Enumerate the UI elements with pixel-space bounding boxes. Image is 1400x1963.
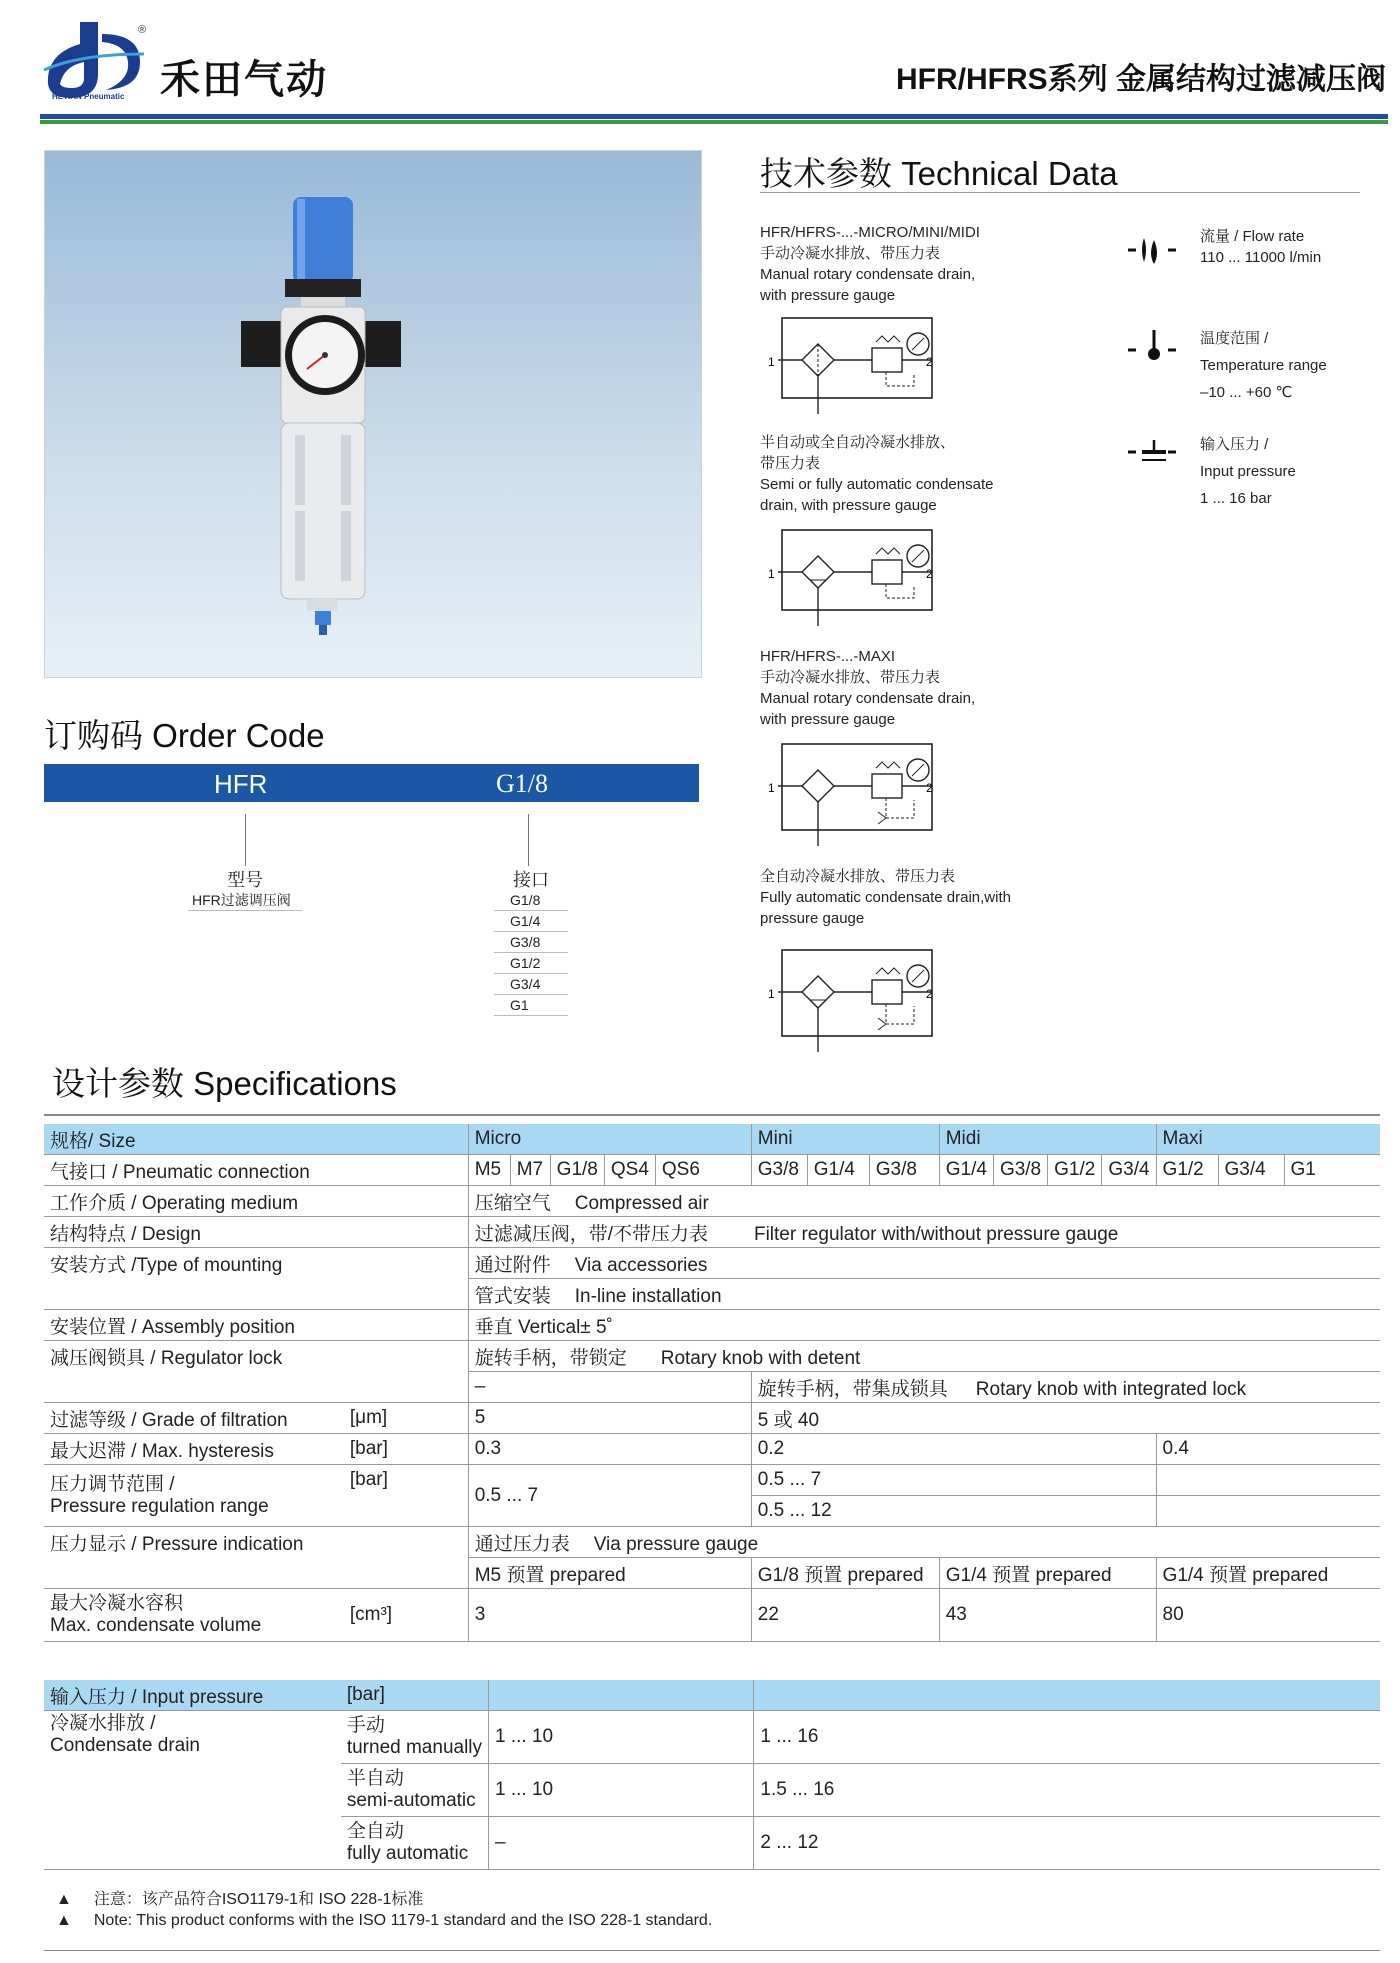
temperature-label: 温度范围 / xyxy=(1200,330,1269,347)
indication-row-2 xyxy=(44,1558,1380,1589)
prepared-maxi: G1/4 预置 prepared xyxy=(1156,1558,1380,1589)
param-flow-rate xyxy=(1200,226,1321,268)
mounting-2-en: In-line installation xyxy=(574,1285,722,1307)
size-midi: Midi xyxy=(939,1124,1156,1155)
condensate-label-en: Max. condensate volume xyxy=(50,1615,262,1636)
connection-cell: G1/8 xyxy=(550,1155,604,1186)
footer-rule xyxy=(44,1950,1380,1951)
mounting-2-cn: 管式安装 xyxy=(474,1285,551,1307)
registered-mark: ® xyxy=(138,24,147,36)
hysteresis-row xyxy=(44,1434,1380,1465)
input-pressure-label: 输入压力 / Input pressure xyxy=(44,1680,341,1711)
drain-manual-row xyxy=(44,1711,1380,1764)
medium-cn: 压缩空气 xyxy=(474,1192,551,1214)
lock-row-2 xyxy=(44,1372,1380,1403)
tech-block-4-line-2: Fully automatic condensate drain,with xyxy=(760,889,1011,906)
connection-cell: QS4 xyxy=(604,1155,655,1186)
design-en: Filter regulator with/without pressure gauge xyxy=(753,1223,1119,1245)
size-maxi: Maxi xyxy=(1156,1124,1380,1155)
connection-cell: G3/8 xyxy=(751,1155,807,1186)
port-1-label: 1 xyxy=(768,355,775,369)
condensate-row xyxy=(44,1589,1380,1642)
lock-2-en: Rotary knob with integrated lock xyxy=(975,1378,1247,1400)
filtration-unit: [μm] xyxy=(349,1407,388,1428)
connection-row xyxy=(44,1155,1380,1186)
port-item: G1/8 xyxy=(494,890,568,911)
model-list xyxy=(188,890,302,911)
port-1-label: 1 xyxy=(768,781,775,795)
condensate-maxi: 80 xyxy=(1156,1589,1380,1642)
lock-2-cn: 旋转手柄，带集成锁具 xyxy=(757,1378,948,1400)
technical-data-title: 技术参数 Technical Data xyxy=(760,155,1118,192)
filtration-row xyxy=(44,1403,1380,1434)
manual-rest: 1 ... 16 xyxy=(754,1711,1380,1764)
input-pressure-icon xyxy=(1126,438,1182,464)
lock-label: 减压阀锁具 / Regulator lock xyxy=(50,1347,283,1369)
tech-block-3-line-4: with pressure gauge xyxy=(760,711,896,728)
brand-name-cn: 禾田气动 xyxy=(160,58,328,102)
model-label: 型号 xyxy=(227,870,263,890)
port-item: G1/2 xyxy=(494,953,568,974)
note-cn xyxy=(56,1886,423,1909)
regulation-micro: 0.5 ... 7 xyxy=(468,1465,751,1527)
port-item: G3/8 xyxy=(494,932,568,953)
connection-cell: M7 xyxy=(510,1155,550,1186)
filter-regulator-image xyxy=(45,151,701,677)
size-row xyxy=(44,1124,1380,1155)
model-connector-line xyxy=(245,814,246,866)
semi-cn: 半自动 xyxy=(346,1768,404,1789)
indication-cn: 通过压力表 xyxy=(474,1533,570,1555)
full-cn: 全自动 xyxy=(346,1821,404,1842)
port-2-label: 2 xyxy=(926,781,933,795)
connection-cell: G1/2 xyxy=(1156,1155,1218,1186)
regulation-label-en: Pressure regulation range xyxy=(50,1495,269,1517)
condensate-mini: 22 xyxy=(751,1589,939,1642)
full-rest: 2 ... 12 xyxy=(754,1817,1380,1870)
input-pressure-table xyxy=(44,1680,1380,1870)
tech-block-2-line-2: 带压力表 xyxy=(760,455,821,472)
tech-block-3-text xyxy=(760,646,975,730)
port-label: 接口 xyxy=(513,870,549,890)
tech-block-3-line-1: HFR/HFRS-...-MAXI xyxy=(760,648,895,665)
input-pressure-label: 输入压力 / xyxy=(1200,436,1269,453)
header-rule-green xyxy=(40,120,1388,124)
tech-block-1-line-3: Manual rotary condensate drain, xyxy=(760,266,976,283)
spec-top-rule xyxy=(44,1114,1380,1116)
tech-block-4-text xyxy=(760,866,1011,929)
condensate-micro: 3 xyxy=(468,1589,751,1642)
indication-label: 压力显示 / Pressure indication xyxy=(50,1533,304,1555)
empty-cell xyxy=(44,1558,468,1589)
lock-1-cn: 旋转手柄，带锁定 xyxy=(474,1347,627,1369)
design-value xyxy=(468,1217,1380,1248)
note-en xyxy=(56,1912,712,1930)
connection-label: 气接口 / Pneumatic connection xyxy=(50,1161,310,1183)
drain-full-label xyxy=(341,1817,489,1870)
hysteresis-unit: [bar] xyxy=(349,1438,388,1459)
tech-block-1-line-1: HFR/HFRS-...-MICRO/MINI/MIDI xyxy=(760,224,980,241)
port-item: G1 xyxy=(494,995,568,1016)
tech-block-3-line-2: 手动冷凝水排放、带压力表 xyxy=(760,669,941,686)
port-list xyxy=(494,890,568,1016)
assembly-label: 安装位置 / Assembly position xyxy=(50,1316,295,1338)
design-cn: 过滤减压阀，带/不带压力表 xyxy=(474,1223,708,1245)
manual-en: turned manually xyxy=(346,1737,483,1758)
mounting-label: 安装方式 /Type of mounting xyxy=(50,1254,283,1276)
circuit-symbol-3 xyxy=(768,740,938,852)
semi-micro: 1 ... 10 xyxy=(489,1764,754,1817)
port-item: G1/4 xyxy=(494,911,568,932)
hetian-logo xyxy=(40,14,150,104)
port-item: G3/4 xyxy=(494,974,568,995)
note-cn-text: 注意：该产品符合ISO1179-1和 ISO 228-1标准 xyxy=(93,1891,424,1908)
tech-block-4-line-1: 全自动冷凝水排放、带压力表 xyxy=(760,868,956,885)
size-label: 规格/ Size xyxy=(44,1124,468,1155)
product-photo xyxy=(44,150,702,678)
empty-cell xyxy=(44,1279,468,1310)
full-en: fully automatic xyxy=(346,1843,469,1864)
lock-row-1 xyxy=(44,1341,1380,1372)
param-input-pressure xyxy=(1200,434,1296,509)
manual-micro: 1 ... 10 xyxy=(489,1711,754,1764)
port-1-label: 1 xyxy=(768,987,775,1001)
medium-value xyxy=(468,1186,1380,1217)
regulation-unit: [bar] xyxy=(344,1465,468,1527)
brand-name-en: HETIAN Pneumatic xyxy=(52,92,125,101)
condensate-unit: [cm³] xyxy=(349,1604,393,1625)
connection-cell: G1/2 xyxy=(1048,1155,1102,1186)
connection-cell: G3/4 xyxy=(1102,1155,1156,1186)
design-label: 结构特点 / Design xyxy=(50,1223,201,1245)
medium-label: 工作介质 / Operating medium xyxy=(50,1192,299,1214)
order-code-model: HFR xyxy=(214,769,268,799)
tech-block-2-text xyxy=(760,432,993,516)
connection-cell: G1/4 xyxy=(939,1155,993,1186)
indication-value xyxy=(468,1527,1380,1558)
regulation-label-cn: 压力调节范围 / xyxy=(50,1473,175,1495)
port-2-label: 2 xyxy=(926,987,933,1001)
lock-value-1 xyxy=(468,1341,1380,1372)
mounting-1-en: Via accessories xyxy=(574,1254,708,1276)
tech-block-4-line-3: pressure gauge xyxy=(760,910,865,927)
triangle-icon: ▲ xyxy=(56,1891,72,1908)
specifications-title: 设计参数 Specifications xyxy=(52,1065,397,1102)
tech-block-3-line-3: Manual rotary condensate drain, xyxy=(760,690,976,707)
port-connector-line xyxy=(528,814,529,866)
semi-rest: 1.5 ... 16 xyxy=(754,1764,1380,1817)
input-pressure-label-en: Input pressure xyxy=(1200,463,1296,480)
technical-data-underline xyxy=(760,192,1360,193)
drain-semi-label xyxy=(341,1764,489,1817)
prepared-midi: G1/4 预置 prepared xyxy=(939,1558,1156,1589)
regulation-range-1: 0.5 ... 7 xyxy=(751,1465,1156,1496)
tech-block-2-line-1: 半自动或全自动冷凝水排放、 xyxy=(760,434,956,451)
medium-en: Compressed air xyxy=(574,1192,709,1214)
lock-2-micro: – xyxy=(468,1372,751,1403)
temperature-value: –10 ... +60 ℃ xyxy=(1200,384,1293,401)
hysteresis-mini-midi: 0.2 xyxy=(751,1434,1156,1465)
empty-cell xyxy=(1156,1496,1380,1527)
port-2-label: 2 xyxy=(926,355,933,369)
specifications-table xyxy=(44,1124,1380,1642)
input-pressure-unit: [bar] xyxy=(341,1680,489,1711)
input-pressure-row xyxy=(44,1680,1380,1711)
flow-rate-value: 110 ... 11000 l/min xyxy=(1200,249,1322,266)
prepared-mini: G1/8 预置 prepared xyxy=(751,1558,939,1589)
port-2-label: 2 xyxy=(926,567,933,581)
tech-block-1-line-4: with pressure gauge xyxy=(760,287,896,304)
connection-cell: G1 xyxy=(1284,1155,1380,1186)
condensate-label-cn: 最大冷凝水容积 xyxy=(50,1593,184,1614)
empty-cell xyxy=(44,1372,468,1403)
order-code-port: G1/8 xyxy=(496,769,548,798)
flow-rate-label: 流量 / Flow rate xyxy=(1200,228,1305,245)
hysteresis-micro: 0.3 xyxy=(468,1434,751,1465)
mounting-value-1 xyxy=(468,1248,1380,1279)
connection-cell: M5 xyxy=(468,1155,510,1186)
connection-cell: G3/8 xyxy=(993,1155,1047,1186)
order-code-bar xyxy=(44,764,699,802)
indication-en: Via pressure gauge xyxy=(593,1533,759,1555)
connection-cell: G3/4 xyxy=(1218,1155,1284,1186)
condensate-midi: 43 xyxy=(939,1589,1156,1642)
full-micro: – xyxy=(489,1817,754,1870)
note-en-text: Note: This product conforms with the ISO 1179-1 standard and the ISO 228-1 standard. xyxy=(93,1912,713,1929)
empty-cell xyxy=(489,1680,754,1711)
size-mini: Mini xyxy=(751,1124,939,1155)
manual-cn: 手动 xyxy=(346,1715,385,1736)
connection-cell: G3/8 xyxy=(869,1155,939,1186)
circuit-symbol-4 xyxy=(768,946,938,1058)
size-micro: Micro xyxy=(468,1124,751,1155)
regulation-row-1 xyxy=(44,1465,1380,1496)
semi-en: semi-automatic xyxy=(346,1790,476,1811)
order-code-title: 订购码 Order Code xyxy=(44,717,325,754)
empty-cell xyxy=(754,1680,1380,1711)
drain-manual-label xyxy=(341,1711,489,1764)
tech-block-1-line-2: 手动冷凝水排放、带压力表 xyxy=(760,245,941,262)
connection-cell: G1/4 xyxy=(807,1155,869,1186)
regulation-label xyxy=(44,1465,344,1527)
mounting-row-1 xyxy=(44,1248,1380,1279)
hysteresis-maxi: 0.4 xyxy=(1156,1434,1380,1465)
connection-cell: QS6 xyxy=(655,1155,751,1186)
model-item: HFR过滤调压阀 xyxy=(188,890,302,911)
prepared-micro: M5 预置 prepared xyxy=(468,1558,751,1589)
drain-label-cn: 冷凝水排放 / xyxy=(50,1713,156,1734)
tech-block-2-line-4: drain, with pressure gauge xyxy=(760,497,937,514)
temperature-label-en: Temperature range xyxy=(1200,357,1327,374)
param-temperature xyxy=(1200,328,1327,403)
drain-label xyxy=(44,1711,341,1870)
empty-cell xyxy=(1156,1465,1380,1496)
tech-block-1-text xyxy=(760,222,980,306)
document-title: HFR/HFRS系列 金属结构过滤减压阀 xyxy=(896,63,1386,96)
circuit-symbol-1 xyxy=(768,314,938,420)
lock-1-en: Rotary knob with detent xyxy=(660,1347,861,1369)
mounting-1-cn: 通过附件 xyxy=(474,1254,551,1276)
hysteresis-label: 最大迟滞 / Max. hysteresis xyxy=(50,1440,274,1462)
lock-value-2 xyxy=(751,1372,1380,1403)
temperature-icon xyxy=(1126,326,1182,366)
input-pressure-value: 1 ... 16 bar xyxy=(1200,490,1272,507)
drain-label-en: Condensate drain xyxy=(50,1735,200,1756)
flow-rate-icon xyxy=(1126,232,1182,268)
filtration-label: 过滤等级 / Grade of filtration xyxy=(50,1409,288,1431)
condensate-label xyxy=(44,1589,344,1642)
circuit-symbol-2 xyxy=(768,526,938,632)
tech-block-2-line-3: Semi or fully automatic condensate xyxy=(760,476,994,493)
design-row xyxy=(44,1217,1380,1248)
assembly-row xyxy=(44,1310,1380,1341)
assembly-value: 垂直 Vertical± 5˚ xyxy=(468,1310,1380,1341)
header-rule-blue xyxy=(40,114,1388,119)
regulation-range-2: 0.5 ... 12 xyxy=(751,1496,1156,1527)
triangle-icon: ▲ xyxy=(56,1912,72,1929)
mounting-value-2 xyxy=(468,1279,1380,1310)
filtration-rest: 5 或 40 xyxy=(751,1403,1380,1434)
medium-row xyxy=(44,1186,1380,1217)
indication-row-1 xyxy=(44,1527,1380,1558)
filtration-micro: 5 xyxy=(468,1403,751,1434)
mounting-row-2 xyxy=(44,1279,1380,1310)
port-1-label: 1 xyxy=(768,567,775,581)
